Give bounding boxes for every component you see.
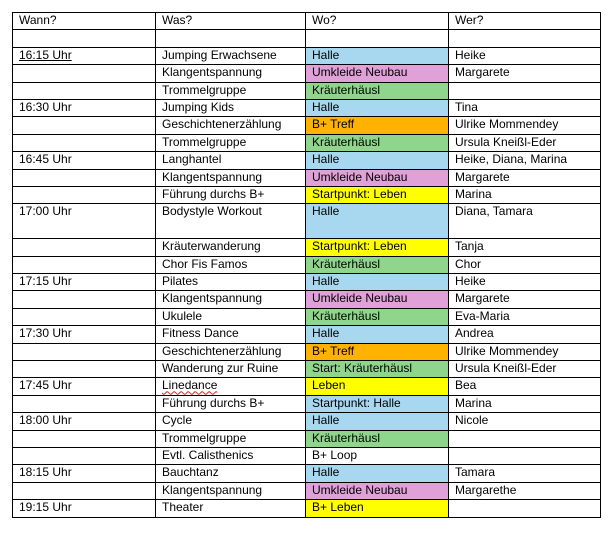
- cell-wer: [449, 465, 601, 482]
- cell-wo-text: B+ Loop: [312, 447, 358, 462]
- cell-wo-text: Halle: [312, 204, 340, 219]
- cell-wer: [449, 47, 601, 64]
- cell-wo: [306, 186, 449, 203]
- header-wo: Wo?: [306, 13, 449, 30]
- cell-wer-text: Marina: [455, 395, 492, 410]
- cell-wer-text: Marina: [455, 186, 492, 201]
- cell-wo: [306, 395, 449, 412]
- cell-wo: [306, 30, 449, 47]
- table-row: [13, 152, 601, 169]
- cell-was-text: Langhantel: [162, 152, 222, 167]
- cell-wann: [13, 430, 156, 447]
- cell-wo-text: Kräuterhäusl: [312, 430, 381, 445]
- table-row: [13, 186, 601, 203]
- cell-wo-text: Startpunkt: Halle: [312, 395, 401, 410]
- cell-wer: [449, 117, 601, 134]
- cell-wo: [306, 413, 449, 430]
- cell-wo: [306, 343, 449, 360]
- cell-wann-text: 17:15 Uhr: [19, 274, 72, 289]
- cell-was: [156, 378, 306, 395]
- cell-was: [156, 430, 306, 447]
- cell-wann-text: 18:00 Uhr: [19, 413, 72, 428]
- table-row: [13, 30, 601, 47]
- cell-wer: [449, 99, 601, 116]
- table-row: [13, 430, 601, 447]
- cell-wer-text: Ulrike Mommendey: [455, 117, 559, 132]
- cell-wann-text: 16:30 Uhr: [19, 99, 72, 114]
- cell-wo-text: Halle: [312, 99, 340, 114]
- cell-was: [156, 65, 306, 82]
- cell-wo: [306, 361, 449, 378]
- cell-wer-text: Andrea: [455, 326, 494, 341]
- cell-wo-text: Umkleide Neubau: [312, 482, 408, 497]
- cell-was-text: Trommelgruppe: [162, 134, 247, 149]
- cell-was-text: Wanderung zur Ruine: [162, 361, 279, 376]
- cell-wo: [306, 117, 449, 134]
- cell-wo: [306, 256, 449, 273]
- cell-wann: [13, 447, 156, 464]
- cell-wann: [13, 65, 156, 82]
- table-row: [13, 239, 601, 256]
- cell-was: [156, 308, 306, 325]
- cell-wo: [306, 274, 449, 291]
- cell-wer-text: Ursula Kneißl-Eder: [455, 361, 557, 376]
- cell-was: [156, 465, 306, 482]
- cell-wer-text: Margarete: [455, 169, 510, 184]
- cell-was-text: Pilates: [162, 274, 199, 289]
- cell-was: [156, 204, 306, 239]
- cell-wo: [306, 326, 449, 343]
- cell-wann-text: 16:45 Uhr: [19, 152, 72, 167]
- cell-wo: [306, 65, 449, 82]
- cell-was: [156, 500, 306, 517]
- cell-was-text: Klangentspannung: [162, 482, 263, 497]
- cell-wo-text: B+ Leben: [312, 500, 364, 515]
- cell-wo-text: B+ Treff: [312, 117, 355, 132]
- cell-wann: [13, 413, 156, 430]
- cell-wann-text: 16:15 Uhr: [19, 47, 72, 62]
- table-row: [13, 169, 601, 186]
- cell-was-text: Führung durchs B+: [162, 186, 265, 201]
- cell-wer: [449, 65, 601, 82]
- cell-wer: [449, 30, 601, 47]
- cell-wann: [13, 186, 156, 203]
- cell-wer-text: Ulrike Mommendey: [455, 343, 559, 358]
- cell-wann: [13, 482, 156, 499]
- cell-was-text: Jumping Kids: [162, 99, 235, 114]
- cell-was-text: Linedance: [162, 378, 218, 393]
- cell-wann-text: 17:45 Uhr: [19, 378, 72, 393]
- cell-wo-text: Umkleide Neubau: [312, 65, 408, 80]
- cell-wo: [306, 239, 449, 256]
- cell-wer-text: Tina: [455, 99, 478, 114]
- cell-was-text: Chor Fis Famos: [162, 256, 248, 271]
- cell-was-text: Kräuterwanderung: [162, 239, 261, 254]
- cell-wo-text: Startpunkt: Leben: [312, 239, 407, 254]
- table-row: [13, 117, 601, 134]
- cell-was: [156, 395, 306, 412]
- cell-was-text: Führung durchs B+: [162, 395, 265, 410]
- cell-wer-text: Margarete: [455, 65, 510, 80]
- cell-was-text: Evtl. Calisthenics: [162, 447, 254, 462]
- cell-wer: [449, 256, 601, 273]
- cell-was: [156, 239, 306, 256]
- cell-wo-text: Kräuterhäusl: [312, 134, 381, 149]
- cell-wer-text: Margarete: [455, 291, 510, 306]
- header-was: Was?: [156, 13, 306, 30]
- cell-was: [156, 343, 306, 360]
- table-row: [13, 465, 601, 482]
- cell-wer-text: Margarethe: [455, 482, 517, 497]
- cell-wo: [306, 169, 449, 186]
- cell-wo: [306, 482, 449, 499]
- table-row: [13, 326, 601, 343]
- cell-was-text: Jumping Erwachsene: [162, 47, 277, 62]
- cell-wer: [449, 500, 601, 517]
- cell-wo: [306, 430, 449, 447]
- cell-wann: [13, 343, 156, 360]
- cell-wer: [449, 343, 601, 360]
- cell-wann: [13, 378, 156, 395]
- cell-wann: [13, 204, 156, 239]
- cell-wo-text: Umkleide Neubau: [312, 291, 408, 306]
- cell-was-text: Ukulele: [162, 308, 203, 323]
- cell-was: [156, 274, 306, 291]
- cell-was: [156, 447, 306, 464]
- table-row: [13, 482, 601, 499]
- cell-wer-text: Heike: [455, 274, 486, 289]
- cell-wo-text: Start: Kräuterhäusl: [312, 361, 413, 376]
- cell-wann-text: 17:00 Uhr: [19, 204, 72, 219]
- cell-wer: [449, 291, 601, 308]
- cell-was: [156, 47, 306, 64]
- table-row: [13, 500, 601, 517]
- cell-wo-text: Halle: [312, 47, 340, 62]
- cell-wo-text: Umkleide Neubau: [312, 169, 408, 184]
- cell-wer: [449, 169, 601, 186]
- table-row: [13, 308, 601, 325]
- cell-was-text: Trommelgruppe: [162, 82, 247, 97]
- cell-was: [156, 99, 306, 116]
- cell-wer: [449, 447, 601, 464]
- table-row: [13, 65, 601, 82]
- cell-was-text: Bodystyle Workout: [162, 204, 262, 219]
- header-wann: Wann?: [13, 13, 156, 30]
- cell-wer: [449, 274, 601, 291]
- cell-wer: [449, 308, 601, 325]
- cell-wann: [13, 239, 156, 256]
- cell-wo: [306, 447, 449, 464]
- cell-wo: [306, 99, 449, 116]
- cell-wo-text: Halle: [312, 152, 340, 167]
- cell-wo-text: Kräuterhäusl: [312, 308, 381, 323]
- cell-wo: [306, 204, 449, 239]
- cell-wer: [449, 482, 601, 499]
- cell-wer: [449, 395, 601, 412]
- cell-wo: [306, 500, 449, 517]
- cell-was-text: Klangentspannung: [162, 169, 263, 184]
- cell-wer: [449, 430, 601, 447]
- cell-wer-text: Heike, Diana, Marina: [455, 152, 568, 167]
- cell-was-text: Cycle: [162, 413, 193, 428]
- cell-was: [156, 256, 306, 273]
- cell-wann: [13, 395, 156, 412]
- cell-wer-text: Chor: [455, 256, 482, 271]
- header-wer: Wer?: [449, 13, 601, 30]
- cell-was: [156, 361, 306, 378]
- cell-wann: [13, 291, 156, 308]
- cell-wer: [449, 82, 601, 99]
- cell-was-text: Klangentspannung: [162, 291, 263, 306]
- cell-was: [156, 134, 306, 151]
- cell-was-text: Klangentspannung: [162, 65, 263, 80]
- cell-was-text: Trommelgruppe: [162, 430, 247, 445]
- cell-wann: [13, 361, 156, 378]
- cell-was: [156, 291, 306, 308]
- cell-was: [156, 30, 306, 47]
- cell-wo: [306, 291, 449, 308]
- cell-wann-text: 19:15 Uhr: [19, 500, 72, 515]
- cell-wer: [449, 413, 601, 430]
- cell-was: [156, 326, 306, 343]
- cell-wann: [13, 169, 156, 186]
- cell-wann: [13, 117, 156, 134]
- cell-was: [156, 152, 306, 169]
- cell-was: [156, 82, 306, 99]
- cell-wann: [13, 82, 156, 99]
- cell-wo: [306, 465, 449, 482]
- cell-wer-text: Tamara: [455, 465, 496, 480]
- cell-was-text: Geschichtenerzählung: [162, 117, 282, 132]
- cell-was-text: Fitness Dance: [162, 326, 239, 341]
- cell-wo: [306, 134, 449, 151]
- cell-was-text: Bauchtanz: [162, 465, 219, 480]
- cell-was: [156, 186, 306, 203]
- table-row: [13, 447, 601, 464]
- cell-wer: [449, 134, 601, 151]
- schedule-body: [13, 13, 601, 518]
- table-row: [13, 395, 601, 412]
- cell-wann: [13, 152, 156, 169]
- table-row: [13, 256, 601, 273]
- table-row: [13, 82, 601, 99]
- cell-was: [156, 169, 306, 186]
- cell-wer-text: Nicole: [455, 413, 489, 428]
- table-row: [13, 343, 601, 360]
- cell-wer: [449, 186, 601, 203]
- cell-wer: [449, 378, 601, 395]
- cell-wann-text: 18:15 Uhr: [19, 465, 72, 480]
- cell-wo: [306, 82, 449, 99]
- cell-wo-text: Kräuterhäusl: [312, 82, 381, 97]
- table-row: [13, 291, 601, 308]
- cell-wann: [13, 99, 156, 116]
- table-row: [13, 274, 601, 291]
- cell-wo-text: Leben: [312, 378, 346, 393]
- cell-wo-text: Halle: [312, 274, 340, 289]
- cell-was: [156, 482, 306, 499]
- header-row: [13, 13, 601, 30]
- cell-was-text: Geschichtenerzählung: [162, 343, 282, 358]
- cell-was-text: Theater: [162, 500, 204, 515]
- table-row: [13, 413, 601, 430]
- cell-wann: [13, 308, 156, 325]
- cell-wo-text: Halle: [312, 413, 340, 428]
- cell-wo: [306, 47, 449, 64]
- cell-wer: [449, 361, 601, 378]
- cell-wer-text: Diana, Tamara: [455, 204, 533, 219]
- cell-wann: [13, 256, 156, 273]
- cell-wer-text: Ursula Kneißl-Eder: [455, 134, 557, 149]
- cell-wo-text: Kräuterhäusl: [312, 256, 381, 271]
- cell-wo-text: B+ Treff: [312, 343, 355, 358]
- cell-wer-text: Eva-Maria: [455, 308, 510, 323]
- cell-wer: [449, 204, 601, 239]
- table-row: [13, 134, 601, 151]
- cell-wo: [306, 308, 449, 325]
- cell-was: [156, 117, 306, 134]
- cell-wer-text: Tanja: [455, 239, 484, 254]
- cell-was: [156, 413, 306, 430]
- table-row: [13, 99, 601, 116]
- cell-wann: [13, 326, 156, 343]
- table-row: [13, 204, 601, 239]
- table-row: [13, 378, 601, 395]
- cell-wo-text: Startpunkt: Leben: [312, 186, 407, 201]
- cell-wann: [13, 30, 156, 47]
- cell-wo: [306, 152, 449, 169]
- table-row: [13, 47, 601, 64]
- cell-wer: [449, 152, 601, 169]
- schedule-table: [12, 12, 601, 518]
- cell-wo-text: Halle: [312, 326, 340, 341]
- table-row: [13, 361, 601, 378]
- cell-wer: [449, 326, 601, 343]
- cell-wann: [13, 274, 156, 291]
- cell-wann: [13, 134, 156, 151]
- cell-wann: [13, 465, 156, 482]
- cell-wo-text: Halle: [312, 465, 340, 480]
- cell-wann: [13, 500, 156, 517]
- cell-wann: [13, 47, 156, 64]
- cell-wer: [449, 239, 601, 256]
- cell-wer-text: Heike: [455, 47, 486, 62]
- cell-wann-text: 17:30 Uhr: [19, 326, 72, 341]
- cell-wo: [306, 378, 449, 395]
- cell-wer-text: Bea: [455, 378, 477, 393]
